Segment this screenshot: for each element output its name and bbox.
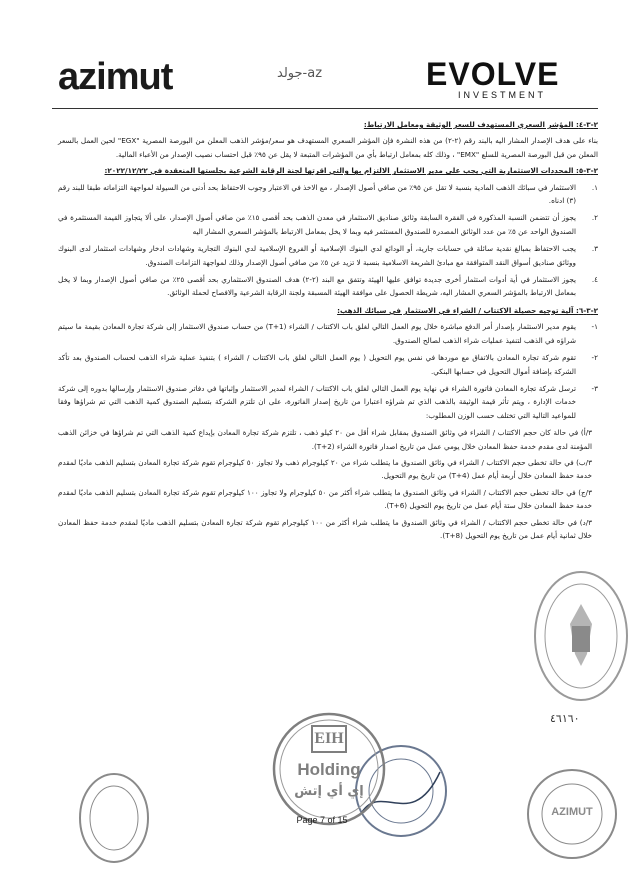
eih-holding-stamp bbox=[270, 710, 388, 828]
azimut-logo: azimut bbox=[58, 56, 173, 98]
list-item: ٣. يجب الاحتفاظ بمبالغ نقدية سائلة في حسابات جارية، أو الودائع لدي البنوك الإسلامية أو الفروع الإسلامية لدي البنوك التجارية وشهادات ادخار وشهادات استثمار لدى البنوك ووثائق صناديق أسواق النقد المتوافقة مع مبادئ الشريعة الاسلامية بنسبة لا تزيد عن ٥٪ من صافي أصول الإصدار وذلك لمواجهة التزامات الصندوق. bbox=[58, 244, 598, 267]
eih-stamp-name: Holding bbox=[297, 760, 361, 779]
section-heading-5: ٢-٣-٥: المحددات الاستثمارية التي يجب على مدير الاستثمار الالتزام بها والتي اقرتها لجنة الرقابة الشرعية بجلستها المنعقدة في ٢٠٢٢/١٢/٢٢: bbox=[104, 166, 598, 176]
section-heading-4: ٢-٣-٤: المؤشر السعري المستهدف للسعر الوثيقة ومعامل الارتباط: bbox=[363, 120, 598, 129]
list-item: ٢. يجوز أن تتضمن النسبة المذكورة في الفقرة السابقة وثائق صناديق الاستثمار في معدن الذهب بحد أقصى ١٥٪ من صافي أصول الإصدار، على ألا يتجاوز القيمة المستثمرة في الصندوق الواحد عن ٥٪ من عدد الوثائق المصدرة للصندوق المستثمر فيه وبما لا يخل بمعامل الارتباط بالمؤشر السعري المشار اليه bbox=[58, 213, 598, 236]
header-divider bbox=[52, 108, 598, 109]
eih-stamp-top: EIH bbox=[314, 730, 344, 747]
section-paragraph-4: بناء على هدف الإصدار المشار اليه بالبند رقم (٢-٢) من هذه النشرة فإن المؤشر السعري المستهدف هو سعر/مؤشر الذهب المعلن من البورصة المصرية "EGX" لحين العمل بالسعر المعلن من قبل البورصة المصرية للسلع "EMX" ، وذلك كله بمعامل ارتباط بأي من المؤشرات المتبعة لا يقل عن ٩٥٪ قبل احتساب نصيب الإصدار من الأعباء المالية. bbox=[58, 136, 598, 159]
list-item: ٢- تقوم شركة تجارة المعادن بالاتفاق مع موردها في نفس يوم التحويل ( يوم العمل التالي لغلق باب الاكتتاب / الشراء ) بتنفيذ عملية شراء الذهب لحساب الصندوق بعد تأكد الشركة بإضافة أموال التحويل في حسابها البنكي. bbox=[58, 353, 598, 376]
sub-item-a: ٣/أ) في حالة كان حجم الاكتتاب / الشراء في وثائق الصندوق بمقابل شراء أقل من ٢٠ كيلو ذهب ، تلتزم شركة تجارة المعادن بإيداع كمية الذهب التي تم شراؤها في خزائن الذهب المؤمنة لدى مقدم خدمة حفظ المعادن خلال يومي عمل من تاريخ اصدار فاتورة الشراء (T+2). bbox=[58, 428, 592, 451]
egypt-seal-stamp bbox=[532, 566, 630, 706]
eih-stamp-arabic: إي أي إتش bbox=[294, 784, 364, 799]
list-item: ٣- ترسل شركة تجارة المعادن فاتورة الشراء في نهاية يوم العمل التالي لغلق باب الاكتتاب / الشراء لمدير الاستثمار وإثباتها في دفاتر صندوق الاستثمار وإرسالها بدوره إلى شركة خدمات الإدارة ، ويتم تأثر قيمة الوثيقة بالذهب الذي تم شراؤه اعتبارا من تاريخ إصدار الفاتورة، على ان تلتزم الشركة بتسليم الصندوق كمية الذهب التي تم شراؤها وفقا للمواعيد التالية التي تختلف حسب الوزن المطلوب: bbox=[58, 383, 598, 420]
sub-item-d: ٣/د) في حالة تخطى حجم الاكتتاب / الشراء في وثائق الصندوق ما يتطلب شراء أكثر من ١٠٠ كيلوجرام تقوم شركة تجارة المعادن بتسليم الذهب ماديًا لمقدم خدمة حفظ المعادن خلال ثمانية أيام عمل من تاريخ يوم التحويل (T+8). bbox=[58, 517, 592, 540]
evolve-logo: EVOLVE bbox=[426, 56, 560, 92]
section-heading-6: ٢-٣-٦: آلية توجيه حصيلة الاكتتاب / الشراء في الاستثمار في سبائك الذهب: bbox=[337, 305, 598, 315]
azimut-stamp-label: AZIMUT bbox=[551, 806, 593, 818]
sub-item-c: ٣/ج) في حالة تخطى حجم الاكتتاب / الشراء في وثائق الصندوق ما يتطلب شراء أكثر من ٥٠ كيلوجرام ولا تجاوز ١٠٠ كيلوجرام تقوم شركة تجارة المعادن بتسليم الذهب ماديًا لمقدم خدمة حفظ المعادن خلال ستة أيام عمل من تاريخ يوم التحويل (T+6). bbox=[58, 487, 592, 511]
page-number: Page 7 of 15 bbox=[296, 815, 348, 825]
document-body bbox=[58, 118, 598, 545]
list-item: ١- يقوم مدير الاستثمار بإصدار أمر الدفع مباشرة خلال يوم العمل التالي لغلق باب الاكتتاب / الشراء (T+1) من حساب صندوق الاستثمار إلى شركة تجارة المعادن بقيمة ما سيتم شراؤه في الذهب لتنفيذ عمليات شراء الذهب لصالح الصندوق. bbox=[58, 322, 598, 345]
list-item: ٤. يجوز الاستثمار في أية أدوات استثمار أخرى جديدة توافق عليها الهيئة وتتفق مع البند (٢-٢) هدف الصندوق الاستثماري بحد أقصى ٢٥٪ من صافي أصول الإصدار وبما لا يخل بمعامل الارتباط بالمؤشر السعري المشار اليه، شريطة الحصول على موافقة الهيئة المسبقة ولجنة الرقابة الشرعية والافصاح لحملة الوثائق. bbox=[58, 275, 598, 298]
az-gold-logo: az-جولد bbox=[277, 66, 323, 81]
arabic-company-stamp bbox=[76, 770, 152, 866]
list-item: ١. الاستثمار في سبائك الذهب المادية بنسبة لا تقل عن ٩٥٪ من صافي أصول الإصدار ، مع الاخذ في الاعتبار وجوب الاحتفاظ بحد أدنى من السيولة لمواجهة التزاماته طبقا للبند رقم (٣) ادناه. bbox=[58, 182, 598, 206]
sub-item-b: ٣/ب) في حالة تخطى حجم الاكتتاب / الشراء في وثائق الصندوق ما يتطلب شراء من ٢٠ كيلوجرام ذهب ولا تجاوز ٥٠ كيلوجرام تقوم شركة تجارة المعادن بتسليم الذهب ماديًا لمقدم خدمة حفظ المعادن خلال أربعة أيام عمل (T+4) من تاريخ يوم التحويل. bbox=[58, 457, 592, 481]
evolve-logo-subtitle: INVESTMENT bbox=[458, 90, 547, 100]
side-handwritten-number: ٤٦١٦٠ bbox=[550, 712, 580, 725]
egypt-seal-icon bbox=[532, 566, 630, 706]
azimut-round-stamp bbox=[524, 766, 620, 862]
